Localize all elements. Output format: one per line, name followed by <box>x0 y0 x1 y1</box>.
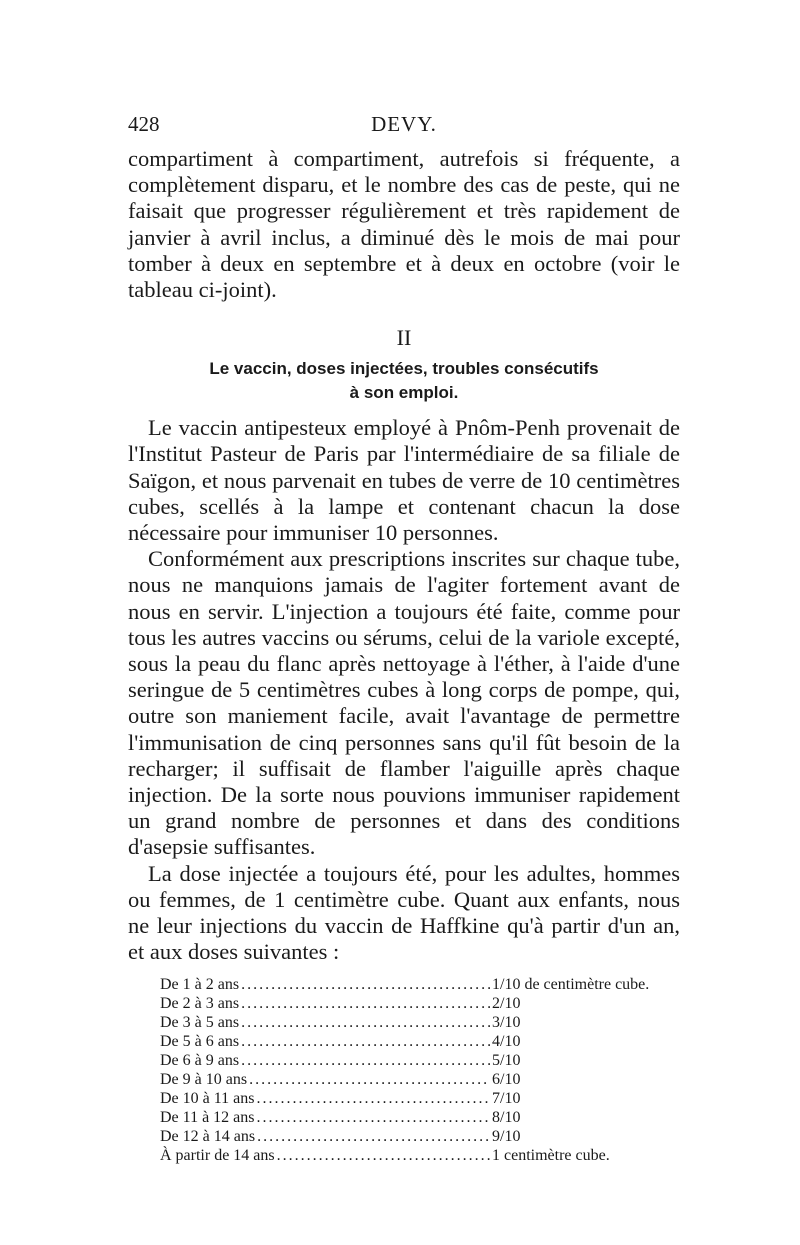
page-body <box>128 146 680 1165</box>
dose-age: De 10 à 11 ans <box>160 1090 255 1108</box>
dose-row <box>160 1032 680 1051</box>
dose-value: 9/10 <box>492 1128 521 1146</box>
dose-value: 1 centimètre cube. <box>492 1147 610 1165</box>
dose-row <box>160 1013 680 1032</box>
section-title-line-1: Le vaccin, doses injectées, troubles consécutifs <box>209 359 599 379</box>
dose-age: De 1 à 2 ans <box>160 976 240 994</box>
section-title-line-2: à son emploi. <box>349 383 459 403</box>
dose-value: 1/10 de centimètre cube. <box>492 976 650 994</box>
dose-age: De 3 à 5 ans <box>160 1014 240 1032</box>
dose-value: 5/10 <box>492 1052 521 1070</box>
paragraph-continuation: compartiment à compartiment, autrefois si fréquente, a complètement disparu, et le nombre des cas de peste, qui ne faisait que progresser régulièrement et très rapidement de janvier à avril inclus, a diminué dès le mois de mai pour tomber à deux en septembre et à deux en octobre (voir le tableau ci-joint). <box>128 146 680 303</box>
section-number: II <box>396 325 412 351</box>
running-head: DEVY. <box>371 112 437 136</box>
dose-age: De 6 à 9 ans <box>160 1052 240 1070</box>
dose-age: De 11 à 12 ans <box>160 1109 255 1127</box>
dose-value: 6/10 <box>492 1071 521 1089</box>
dot-leader <box>241 994 490 1013</box>
dot-leader <box>241 1051 490 1070</box>
dose-value: 4/10 <box>492 1033 521 1051</box>
dose-age: De 5 à 6 ans <box>160 1033 240 1051</box>
dot-leader <box>249 1070 490 1089</box>
dose-row <box>160 1127 680 1146</box>
page-header <box>128 112 680 142</box>
dose-age: De 9 à 10 ans <box>160 1071 248 1089</box>
dot-leader <box>241 1013 490 1032</box>
page-number: 428 <box>128 112 160 136</box>
dot-leader <box>257 1127 490 1146</box>
dose-age: De 2 à 3 ans <box>160 995 240 1013</box>
dose-row <box>160 1070 680 1089</box>
dose-age: À partir de 14 ans <box>160 1147 275 1165</box>
dot-leader <box>257 1089 491 1108</box>
dot-leader <box>241 975 490 994</box>
paragraph-doses: La dose injectée a toujours été, pour les adultes, hommes ou femmes, de 1 centimètre cube. Quant aux enfants, nous ne leur injections du vaccin de Haffkine qu'à partir d'un an, et aux doses suivantes : <box>128 860 680 965</box>
dose-row <box>160 994 680 1013</box>
paragraph-injection-method: Conformément aux prescriptions inscrites sur chaque tube, nous ne manquions jamais de l'agiter fortement avant de nous en servir. L'injection a toujours été faite, comme pour tous les autres vaccins ou sérums, celui de la variole excepté, sous la peau du flanc après nettoyage à l'éther, à l'aide d'une seringue de 5 centimètres cubes à long corps de pompe, qui, outre son maniement facile, avait l'avantage de permettre l'immunisation de cinq personnes sans qu'il fût besoin de la recharger; il suffisait de flamber l'aiguille après chaque injection. De la sorte nous pouvions immuniser rapidement un grand nombre de personnes et dans des conditions d'asepsie suffisantes. <box>128 546 680 860</box>
dose-table <box>160 975 680 1165</box>
dose-value: 8/10 <box>492 1109 521 1127</box>
dose-row <box>160 1089 680 1108</box>
dose-row <box>160 1051 680 1070</box>
dot-leader <box>257 1108 491 1127</box>
dot-leader <box>277 1146 490 1165</box>
paragraph-vaccine-origin: Le vaccin antipesteux employé à Pnôm-Penh provenait de l'Institut Pasteur de Paris par l'intermédiaire de sa filiale de Saïgon, et nous parvenait en tubes de verre de 10 centimètres cubes, scellés à la lampe et contenant chacun la dose nécessaire pour immuniser 10 personnes. <box>128 415 680 546</box>
dose-row <box>160 1108 680 1127</box>
dose-value: 2/10 <box>492 995 521 1013</box>
dose-row <box>160 1146 680 1165</box>
dose-value: 7/10 <box>492 1090 521 1108</box>
dose-row <box>160 975 680 994</box>
dose-value: 3/10 <box>492 1014 521 1032</box>
dot-leader <box>241 1032 490 1051</box>
dose-age: De 12 à 14 ans <box>160 1128 256 1146</box>
section-title <box>128 357 680 405</box>
